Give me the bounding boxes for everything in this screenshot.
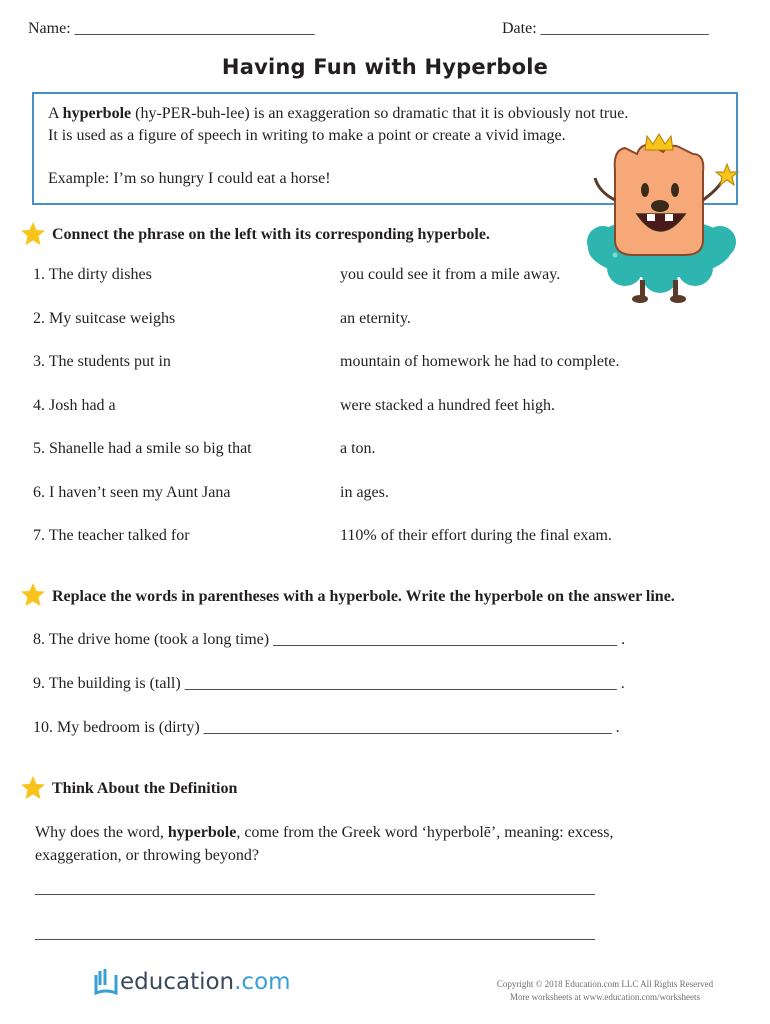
answer-line-definition-2[interactable]: ______________________________________________________________________ (35, 925, 595, 942)
phrase-left-1[interactable]: 1. The dirty dishes (33, 266, 152, 283)
answer-line-definition-1[interactable]: ______________________________________________________________________ (35, 880, 595, 897)
logo-main-text: education (120, 969, 235, 995)
phrase-left-7[interactable]: 7. The teacher talked for (33, 527, 190, 544)
star-icon (20, 221, 46, 247)
phrase-left-3[interactable]: 3. The students put in (33, 353, 171, 370)
wand-star-icon (716, 164, 738, 185)
copyright-line-2: More worksheets at www.education.com/worksheets (509, 992, 701, 1002)
definition-prefix: A (48, 105, 63, 122)
phrase-right-3[interactable]: mountain of homework he had to complete. (340, 353, 620, 370)
definition-text: (hy-PER-buh-lee) is an exaggeration so dramatic that it is obviously not true. (131, 105, 629, 122)
phrase-right-6[interactable]: in ages. (340, 484, 389, 501)
phrase-right-1[interactable]: you could see it from a mile away. (340, 266, 561, 283)
star-icon (20, 582, 46, 608)
definition-example: Example: I’m so hungry I could eat a horse! (48, 170, 331, 187)
question-rest: , come from the Greek word ‘hyperbolē’, meaning: excess, (236, 824, 614, 841)
star-icon (20, 775, 46, 801)
copyright-line-1: Copyright © 2018 Education.com LLC All Rights Reserved (496, 979, 714, 989)
phrase-right-2[interactable]: an eternity. (340, 310, 411, 327)
page-title: Having Fun with Hyperbole (221, 55, 549, 79)
question-term: hyperbole (167, 824, 237, 841)
phrase-right-4[interactable]: were stacked a hundred feet high. (340, 397, 556, 414)
phrase-right-5[interactable]: a ton. (340, 440, 376, 457)
section1-title: Connect the phrase on the left with its corresponding hyperbole. (52, 226, 490, 243)
phrase-right-7[interactable]: 110% of their effort during the final exam. (340, 527, 612, 544)
date-field[interactable]: Date: _____________________ (502, 20, 709, 37)
phrase-left-4[interactable]: 4. Josh had a (33, 397, 116, 414)
hyperbole-character-illustration (585, 130, 740, 305)
question-prefix: Why does the word, (35, 824, 168, 841)
definition-term: hyperbole (62, 105, 132, 122)
phrase-left-6[interactable]: 6. I haven’t seen my Aunt Jana (33, 484, 231, 501)
section3-title: Think About the Definition (52, 780, 238, 797)
copyright-block (0, 978, 770, 1004)
question-line-2: exaggeration, or throwing beyond? (35, 847, 259, 864)
question-line-1 (35, 824, 614, 842)
name-field[interactable]: Name: ______________________________ (28, 20, 315, 37)
logo-suffix-text: .com (234, 969, 291, 995)
phrase-left-2[interactable]: 2. My suitcase weighs (33, 310, 176, 327)
phrase-left-5[interactable]: 5. Shanelle had a smile so big that (33, 440, 252, 457)
answer-line-9[interactable]: 9. The building is (tall) ______________________________________________________ . (33, 675, 625, 692)
definition-line-1 (48, 103, 722, 125)
answer-line-10[interactable]: 10. My bedroom is (dirty) ___________________________________________________ . (33, 719, 620, 736)
answer-line-8[interactable]: 8. The drive home (took a long time) ___________________________________________ . (33, 631, 626, 648)
definition-line-2: It is used as a figure of speech in writing to make a point or create a vivid image. (48, 127, 566, 144)
section2-title: Replace the words in parentheses with a hyperbole. Write the hyperbole on the answer line. (52, 588, 675, 605)
